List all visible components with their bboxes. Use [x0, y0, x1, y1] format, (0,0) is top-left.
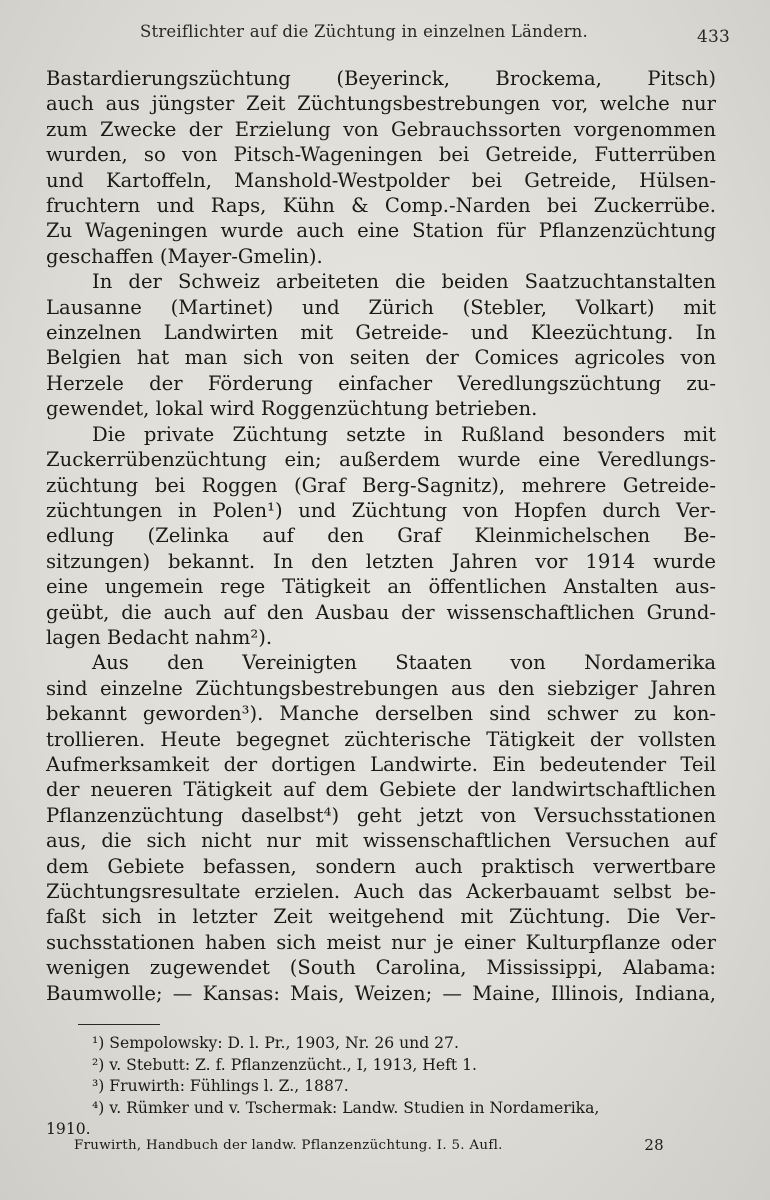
text-line: auch aus jüngster Zeit Züchtungsbestrebungen vor, welche nur [46, 92, 716, 116]
text-line: gewendet, lokal wird Roggenzüchtung betrieben. [46, 397, 538, 421]
text-line: einzelnen Landwirten mit Getreide- und Kleezüchtung. In [46, 321, 716, 345]
footnote-divider [78, 1024, 160, 1025]
text-line: züchtungen in Polen¹) und Züchtung von Hopfen durch Ver- [46, 498, 716, 522]
text-line: eine ungemein rege Tätigkeit an öffentlichen Anstalten aus- [46, 575, 716, 599]
text-line: Züchtungsresultate erzielen. Auch das Ackerbauamt selbst be- [46, 880, 716, 903]
paragraph-3 [46, 422, 716, 651]
text-line: geübt, die auch auf den Ausbau der wissenschaftlichen Grund- [46, 600, 716, 624]
body-text [46, 66, 716, 1006]
footnote-4-continued: 1910. [46, 1120, 91, 1139]
text-line: lagen Bedacht nahm²). [46, 625, 273, 649]
text-line: Bastardierungszüchtung (Beyerinck, Brockema, Pitsch) [46, 67, 716, 90]
text-line: züchtung bei Roggen (Graf Berg-Sagnitz), mehrere Getreide- [46, 473, 716, 497]
footnote-3: ³) Fruwirth: Fühlings l. Z., 1887. [92, 1077, 349, 1096]
text-line: fruchtern und Raps, Kühn & Comp.-Narden bei Zuckerrübe. [46, 194, 716, 218]
text-line: wenigen zugewendet (South Carolina, Mississippi, Alabama: [46, 956, 716, 980]
page-number: 433 [696, 27, 730, 47]
text-line: Pflanzenzüchtung daselbst⁴) geht jetzt von Versuchsstationen [46, 803, 716, 827]
text-line: Die private Züchtung setzte in Rußland besonders mit [92, 422, 716, 446]
text-line: geschaffen (Mayer-Gmelin). [46, 244, 323, 268]
page-footer [74, 1138, 664, 1153]
text-line: Zuckerrübenzüchtung ein; außerdem wurde eine Veredlungs- [46, 448, 716, 472]
text-line: dem Gebiete befassen, sondern auch praktisch verwertbare [46, 854, 716, 878]
text-line: zum Zwecke der Erzielung von Gebrauchssorten vorgenommen [46, 117, 716, 141]
footnote-2: ²) v. Stebutt: Z. f. Pflanzenzücht., I, 1913, Heft 1. [92, 1055, 477, 1074]
text-line: Belgien hat man sich von seiten der Comices agricoles von [46, 346, 716, 370]
text-line: edlung (Zelinka auf den Graf Kleinmichelschen Be- [46, 524, 716, 548]
text-line: In der Schweiz arbeiteten die beiden Saatzuchtanstalten [92, 270, 716, 294]
paragraph-4 [46, 650, 716, 1006]
text-line: wurden, so von Pitsch-Wageningen bei Getreide, Futterrüben [46, 143, 716, 167]
paragraph-1 [46, 66, 716, 269]
text-line: sind einzelne Züchtungsbestrebungen aus den siebziger Jahren [46, 676, 716, 700]
text-line: aus, die sich nicht nur mit wissenschaftlichen Versuchen auf [46, 829, 716, 853]
text-line: und Kartoffeln, Manshold-Westpolder bei Getreide, Hülsen- [46, 168, 716, 192]
text-line: faßt sich in letzter Zeit weitgehend mit Züchtung. Die Ver- [46, 905, 716, 929]
footnote-4: ⁴) v. Rümker und v. Tschermak: Landw. Studien in Nordamerika, [92, 1098, 600, 1117]
sheet-number: 28 [644, 1136, 664, 1154]
running-head [140, 22, 730, 47]
text-line: der neueren Tätigkeit auf dem Gebiete der landwirtschaftlichen [46, 778, 716, 802]
text-line: Herzele der Förderung einfacher Veredlungszüchtung zu- [46, 371, 716, 395]
text-line: Aus den Vereinigten Staaten von Nordamerika [92, 651, 716, 675]
text-line: Aufmerksamkeit der dortigen Landwirte. Ein bedeutender Teil [46, 752, 716, 776]
text-line: trollieren. Heute begegnet züchterische Tätigkeit der vollsten [46, 727, 716, 751]
footnotes [46, 1033, 718, 1141]
paragraph-2 [46, 269, 716, 421]
text-line: Baumwolle; — Kansas: Mais, Weizen; — Maine, Illinois, Indiana, [46, 981, 716, 1005]
text-line: Zu Wageningen wurde auch eine Station für Pflanzenzüchtung [46, 219, 716, 243]
footnote-1: ¹) Sempolowsky: D. l. Pr., 1903, Nr. 26 und 27. [92, 1034, 459, 1052]
text-line: Lausanne (Martinet) und Zürich (Stebler, Volkart) mit [46, 295, 716, 319]
text-line: sitzungen) bekannt. In den letzten Jahren vor 1914 wurde [46, 549, 716, 573]
text-line: bekannt geworden³). Manche derselben sind schwer zu kon- [46, 702, 716, 726]
running-title: Streiflichter auf die Züchtung in einzelnen Ländern. [140, 22, 588, 41]
text-line: suchsstationen haben sich meist nur je einer Kulturpflanze oder [46, 930, 716, 954]
book-signature: Fruwirth, Handbuch der landw. Pflanzenzüchtung. I. 5. Aufl. [74, 1138, 503, 1153]
